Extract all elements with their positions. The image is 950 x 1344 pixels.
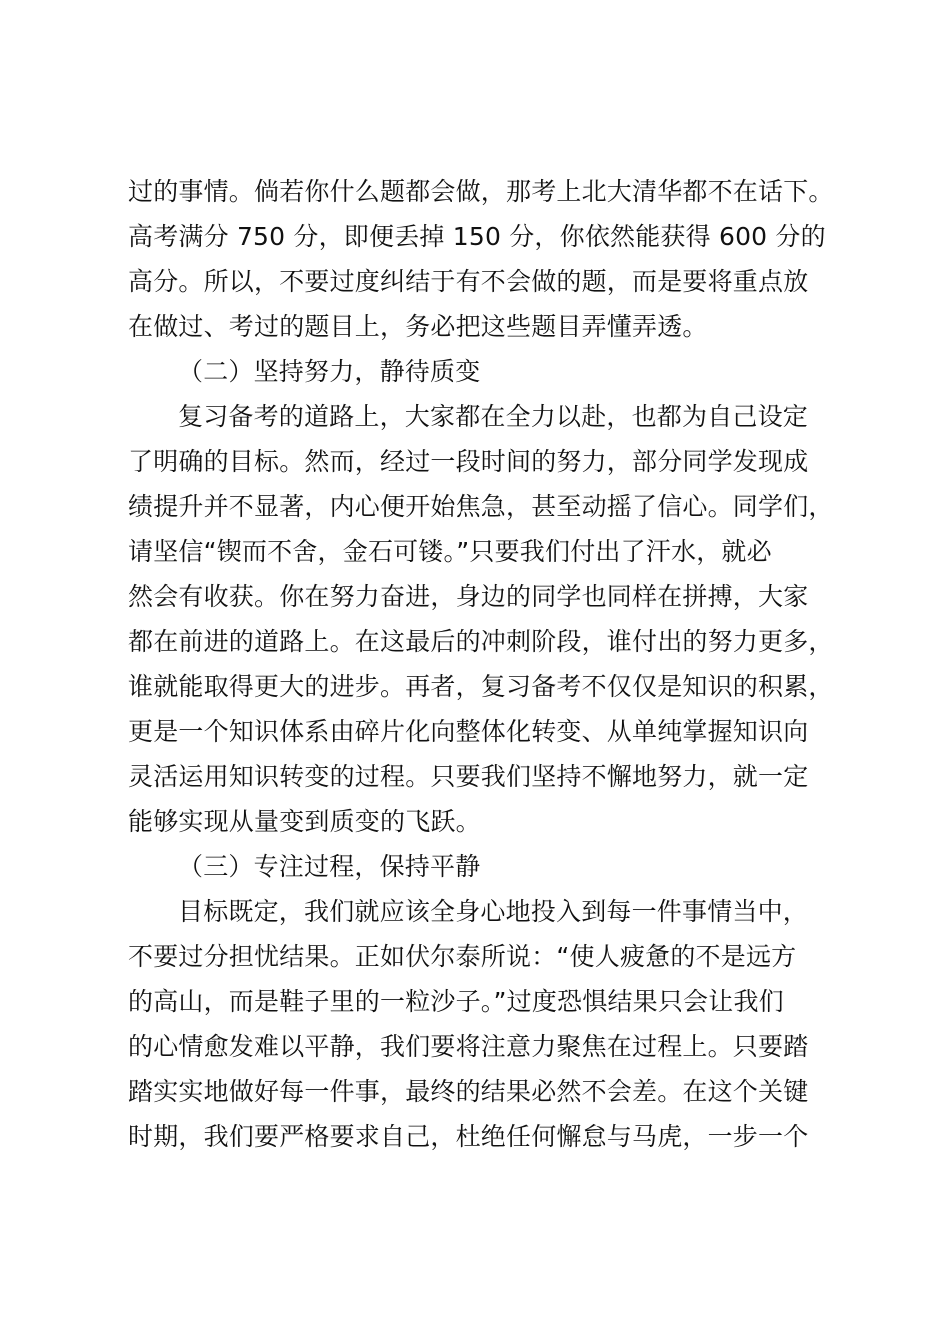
section-heading: （二）坚持努力，静待质变 bbox=[178, 357, 481, 386]
paragraph-line: 在做过、考过的题目上，务必把这些题目弄懂弄透。 bbox=[128, 312, 708, 341]
paragraph-line: 能够实现从量变到质变的飞跃。 bbox=[128, 807, 481, 836]
paragraph-line: 高分。所以，不要过度纠结于有不会做的题，而是要将重点放 bbox=[128, 267, 809, 296]
paragraph-line: 复习备考的道路上，大家都在全力以赴，也都为自己设定 bbox=[178, 402, 809, 431]
paragraph-line: 过的事情。倘若你什么题都会做，那考上北大清华都不在话下。 bbox=[128, 177, 834, 206]
paragraph-line: 都在前进的道路上。在这最后的冲刺阶段，谁付出的努力更多， bbox=[128, 627, 834, 656]
paragraph-line: 然会有收获。你在努力奋进，身边的同学也同样在拼搏，大家 bbox=[128, 582, 809, 611]
paragraph-line: 目标既定，我们就应该全身心地投入到每一件事情当中， bbox=[178, 897, 809, 926]
paragraph-line: 不要过分担忧结果。正如伏尔泰所说：“使人疲惫的不是远方 bbox=[128, 942, 797, 971]
section-heading: （三）专注过程，保持平静 bbox=[178, 852, 481, 881]
paragraph-line: 的高山，而是鞋子里的一粒沙子。”过度恐惧结果只会让我们 bbox=[128, 987, 784, 1016]
paragraph-line: 请坚信“锲而不舍，金石可镂。”只要我们付出了汗水，就必 bbox=[128, 537, 772, 566]
paragraph-line: 高考满分 750 分，即便丢掉 150 分，你依然能获得 600 分的 bbox=[128, 222, 826, 251]
paragraph-line: 了明确的目标。然而，经过一段时间的努力，部分同学发现成 bbox=[128, 447, 809, 476]
paragraph-line: 更是一个知识体系由碎片化向整体化转变、从单纯掌握知识向 bbox=[128, 717, 809, 746]
paragraph-line: 踏实实地做好每一件事，最终的结果必然不会差。在这个关键 bbox=[128, 1077, 809, 1106]
paragraph-line: 谁就能取得更大的进步。再者，复习备考不仅仅是知识的积累， bbox=[128, 672, 834, 701]
paragraph-line: 灵活运用知识转变的过程。只要我们坚持不懈地努力，就一定 bbox=[128, 762, 809, 791]
paragraph-line: 时期，我们要严格要求自己，杜绝任何懈怠与马虎，一步一个 bbox=[128, 1122, 809, 1151]
paragraph-line: 的心情愈发难以平静，我们要将注意力聚焦在过程上。只要踏 bbox=[128, 1032, 809, 1061]
paragraph-line: 绩提升并不显著，内心便开始焦急，甚至动摇了信心。同学们， bbox=[128, 492, 834, 521]
